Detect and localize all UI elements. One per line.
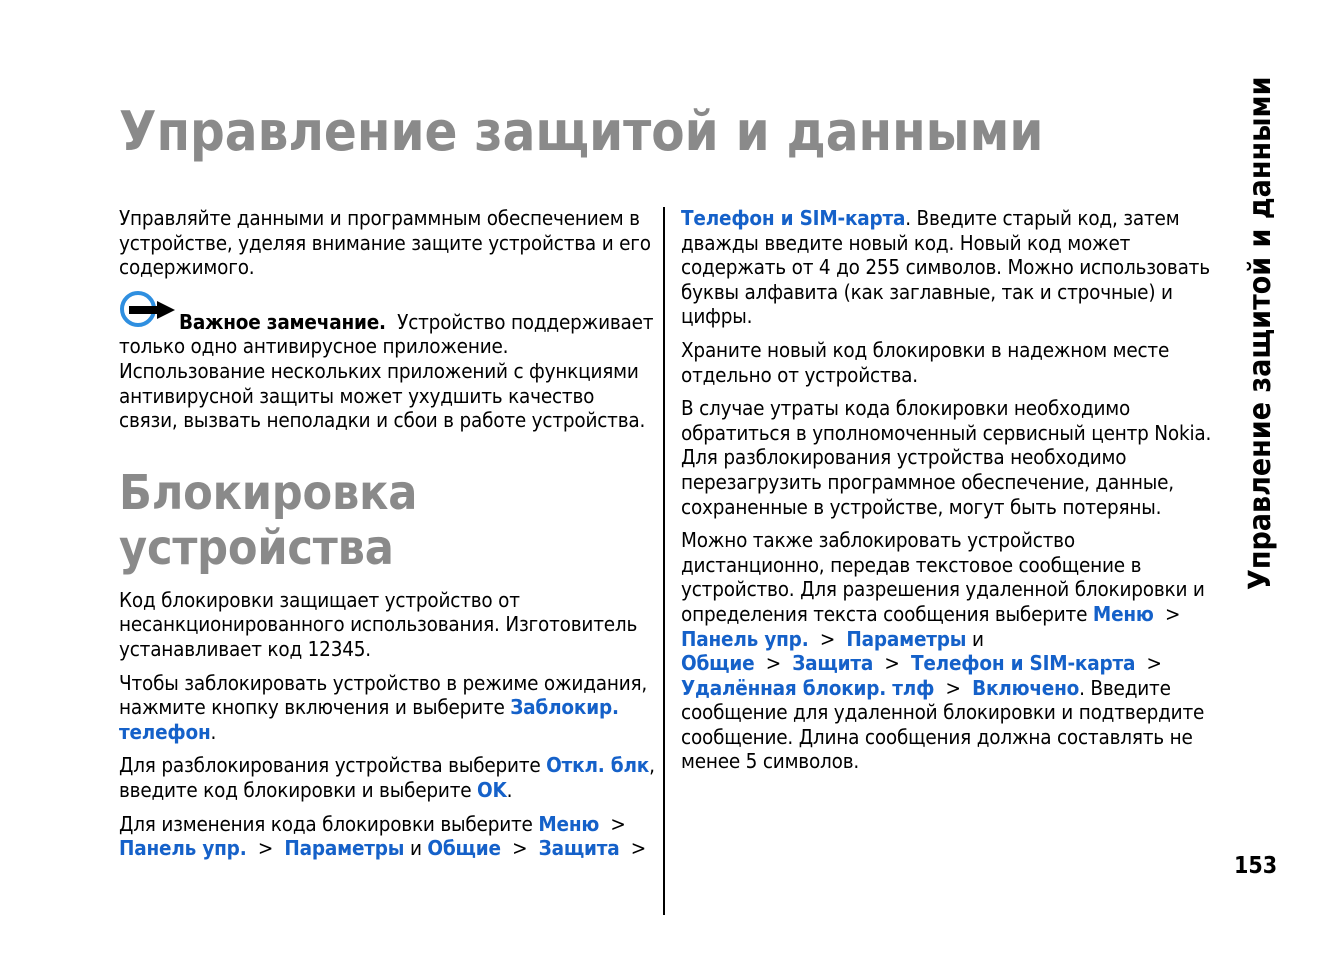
side-header: Управление защитой и данными <box>1243 76 1278 590</box>
section-title: Блокировка устройства <box>119 464 418 576</box>
section-paragraph-1: Код блокировки защищает устройство от несанкционированного использования. Изготовитель устанавливает код 12345. <box>119 587 638 661</box>
section-paragraph-3: Для разблокирования устройства выберите Откл. блк, введите код блокировки и выберите OK. <box>119 753 655 802</box>
lock-phone-link[interactable]: Заблокир. телефон <box>119 695 619 744</box>
ok-link[interactable]: OK <box>477 777 507 802</box>
note-text: Устройство поддерживает только одно антивирусное приложение. Использование нескольких приложений с функциями антивирусной защиты может ухудшить качество связи, вызвать неполадки и сбои в работе устройства. <box>119 309 654 433</box>
right-paragraph-3: В случае утраты кода блокировки необходимо обратиться в уполномоченный сервисный центр Nokia. Для разблокирования устройства необходимо перезагрузить программное обеспечение, данные, сохраненные в устройстве, могут быть потеряны. <box>681 396 1212 519</box>
settings-link[interactable]: Параметры <box>284 836 405 861</box>
page-number: 153 <box>1234 853 1278 879</box>
intro-paragraph: Управляйте данными и программным обеспечением в устройстве, уделяя внимание защите устройства и его содержимого. <box>119 206 651 280</box>
menu-link-2[interactable]: Меню <box>1092 601 1154 626</box>
section-paragraph-4: Для изменения кода блокировки выберите Меню > Панель упр. > Параметры и Общие > Защита > <box>119 811 647 861</box>
hand-pointer-icon <box>119 289 177 335</box>
control-panel-link[interactable]: Панель упр. <box>119 836 247 861</box>
remote-lock-link[interactable]: Удалённая блокир. тлф <box>681 675 935 700</box>
column-divider <box>663 207 665 915</box>
right-paragraph-4: Можно также заблокировать устройство дистанционно, передав текстовое сообщение в устройство. Для разрешения удаленной блокировки и определения текста сообщения выберите Меню > Панель упр. > Параметры и Общие > Защита > Телефон и SIM-карта > Удалённая блокир. тлф > Включено. Введите сообщение для удаленной блокировки и подтвердите сообщение. Длина сообщения должна составлять не менее 5 символов. <box>681 528 1205 774</box>
unlock-link[interactable]: Откл. блк <box>546 753 650 778</box>
settings-link-2[interactable]: Параметры <box>846 626 967 651</box>
phone-sim-link[interactable]: Телефон и SIM-карта <box>681 206 906 230</box>
security-link-2[interactable]: Защита <box>792 651 874 676</box>
right-column <box>681 206 1217 783</box>
menu-link[interactable]: Меню <box>538 811 600 836</box>
right-paragraph-2: Храните новый код блокировки в надежном месте отдельно от устройства. <box>681 337 1170 387</box>
page-title: Управление защитой и данными <box>119 100 1044 163</box>
enabled-link[interactable]: Включено <box>972 675 1080 700</box>
left-column <box>119 206 655 870</box>
phone-sim-link-2[interactable]: Телефон и SIM-карта <box>910 651 1136 676</box>
security-link[interactable]: Защита <box>538 836 620 861</box>
section-paragraph-2: Чтобы заблокировать устройство в режиме ожидания, нажмите кнопку включения и выберите Заблокир. телефон. <box>119 670 648 744</box>
general-link[interactable]: Общие <box>427 836 501 861</box>
control-panel-link-2[interactable]: Панель упр. <box>681 626 809 651</box>
important-note <box>119 289 655 433</box>
note-label: Важное замечание. <box>179 309 386 334</box>
general-link-2[interactable]: Общие <box>681 651 755 676</box>
right-paragraph-1: Телефон и SIM-карта. Введите старый код, затем дважды введите новый код. Новый код может содержать от 4 до 255 символов. Можно использовать буквы алфавита (как заглавные, так и строчные) и цифры. <box>681 206 1210 329</box>
